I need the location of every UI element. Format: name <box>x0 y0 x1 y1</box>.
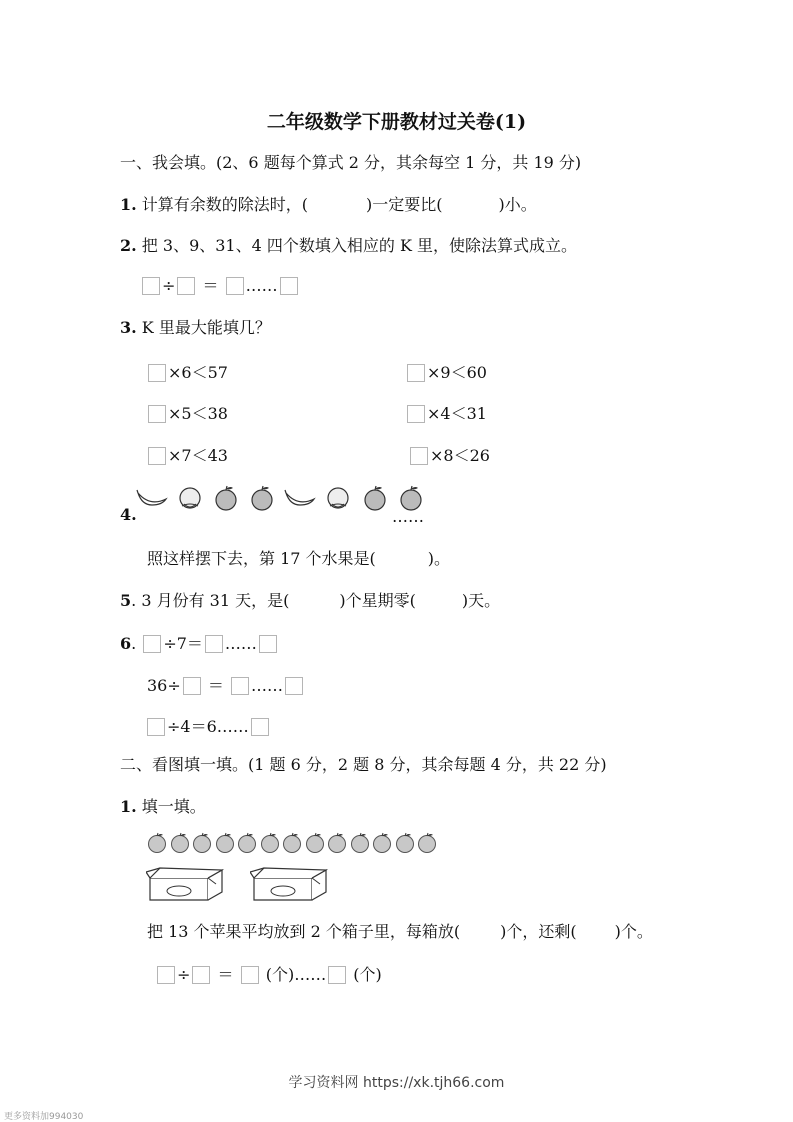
watermark: 更多资料加994030 <box>4 1112 84 1122</box>
unit-text: (个) <box>353 965 382 984</box>
q3-item <box>408 443 490 466</box>
equation-text: ÷4＝6…… <box>167 717 249 736</box>
question-text: )一定要比( <box>366 195 443 214</box>
question-text: 计算有余数的除法时，( <box>141 195 309 214</box>
answer-box[interactable] <box>407 405 425 423</box>
answer-box[interactable] <box>205 635 223 653</box>
question-2 <box>120 233 577 256</box>
apple-icon <box>169 832 191 854</box>
section2-heading: 二、看图填一填。(1 题 6 分，2 题 8 分，其余每题 4 分，共 22 分) <box>120 755 607 774</box>
inequality: ×5＜38 <box>168 404 228 423</box>
question-text: )个，还剩( <box>500 922 577 941</box>
apple-icon <box>212 484 240 512</box>
answer-box[interactable] <box>410 447 428 465</box>
answer-box[interactable] <box>259 635 277 653</box>
question-text: 把 13 个苹果平均放到 2 个箱子里，每箱放( <box>147 922 461 941</box>
question-text: )。 <box>427 549 451 568</box>
question-text: K 里最大能填几？ <box>141 318 271 337</box>
unit-text: (个)…… <box>265 965 327 984</box>
answer-box[interactable] <box>226 277 244 295</box>
inequality: ×4＜31 <box>427 404 487 423</box>
apple-icon <box>326 832 348 854</box>
apple-icon <box>361 484 389 512</box>
footer-source: 学习资料网 https://xk.tjh66.com <box>288 1075 505 1091</box>
divide-sign: ÷ <box>177 965 191 984</box>
q2-equation <box>140 273 300 296</box>
page-title: 二年级数学下册教材过关卷(1) <box>266 111 527 133</box>
answer-box[interactable] <box>241 966 259 984</box>
apple-icon <box>259 832 281 854</box>
question-number: 6 <box>120 634 132 653</box>
remainder-dots: …… <box>245 276 278 295</box>
apple-icon <box>214 832 236 854</box>
orange-icon <box>324 484 352 512</box>
question-5 <box>120 588 500 611</box>
inequality: ×6＜57 <box>168 363 228 382</box>
banana-icon <box>136 485 168 511</box>
question-text: )天。 <box>461 591 501 610</box>
answer-box[interactable] <box>148 364 166 382</box>
apple-icon <box>371 832 393 854</box>
answer-box[interactable] <box>142 277 160 295</box>
question-3 <box>120 315 271 338</box>
apple-icon <box>416 832 438 854</box>
question-6-line2 <box>147 673 305 696</box>
question-4-text <box>147 546 450 569</box>
answer-box[interactable] <box>157 966 175 984</box>
banana-icon <box>284 485 316 511</box>
apple-row <box>146 832 439 856</box>
answer-box[interactable] <box>183 677 201 695</box>
q3-item <box>405 401 487 424</box>
answer-box[interactable] <box>192 966 210 984</box>
answer-box[interactable] <box>148 447 166 465</box>
apple-icon <box>304 832 326 854</box>
apple-icon <box>248 484 276 512</box>
answer-box[interactable] <box>251 718 269 736</box>
number-dot: . <box>131 634 137 653</box>
question-text: 把 3、9、31、4 四个数填入相应的 K 里，使除法算式成立。 <box>141 236 577 255</box>
question-text: )个星期零( <box>339 591 416 610</box>
question-number: 1. <box>120 797 137 816</box>
answer-box[interactable] <box>285 677 303 695</box>
inequality: ×7＜43 <box>168 446 228 465</box>
question-text: 照这样摆下去，第 17 个水果是( <box>147 549 376 568</box>
section2-question-1-text <box>147 919 653 942</box>
apple-icon <box>146 832 168 854</box>
box-row <box>146 866 354 904</box>
question-number: 4. <box>120 505 137 524</box>
apple-icon <box>236 832 258 854</box>
question-6-line1 <box>120 631 279 654</box>
answer-box[interactable] <box>147 718 165 736</box>
apple-icon <box>349 832 371 854</box>
question-4-number <box>120 505 137 524</box>
inequality: ×8＜26 <box>430 446 490 465</box>
answer-box[interactable] <box>328 966 346 984</box>
question-text: )个。 <box>614 922 653 941</box>
question-text: . 3 月份有 31 天，是( <box>131 591 290 610</box>
orange-icon <box>176 484 204 512</box>
inequality: ×9＜60 <box>427 363 487 382</box>
equation-text: ÷7＝ <box>163 634 203 653</box>
section2-q1-equation <box>155 962 382 985</box>
answer-box[interactable] <box>231 677 249 695</box>
q3-item <box>146 443 228 466</box>
question-number: 5 <box>120 591 132 610</box>
answer-box[interactable] <box>280 277 298 295</box>
question-6-line3 <box>145 714 271 737</box>
answer-box[interactable] <box>407 364 425 382</box>
q3-item <box>405 360 487 383</box>
question-text: )小。 <box>498 195 537 214</box>
equation-text: 36÷ <box>147 676 181 695</box>
question-number: 1. <box>120 195 137 214</box>
q3-item <box>146 401 228 424</box>
section2-question-1 <box>120 794 206 817</box>
apple-icon <box>394 832 416 854</box>
equals-sign: ＝ <box>217 965 234 984</box>
box-icon <box>250 866 330 902</box>
box-icon <box>146 866 226 902</box>
remainder-dots: …… <box>250 676 283 695</box>
fruit-sequence <box>136 484 428 518</box>
question-number: 2. <box>120 236 137 255</box>
equals-sign: ＝ <box>207 676 224 695</box>
equals-sign: ＝ <box>202 276 219 295</box>
answer-box[interactable] <box>148 405 166 423</box>
question-text: 填一填。 <box>141 797 206 816</box>
q3-item <box>146 360 228 383</box>
section1-heading: 一、我会填。(2、6 题每个算式 2 分，其余每空 1 分，共 19 分) <box>120 153 582 172</box>
answer-box[interactable] <box>177 277 195 295</box>
divide-sign: ÷ <box>162 276 176 295</box>
remainder-dots: …… <box>224 634 257 653</box>
apple-icon <box>191 832 213 854</box>
question-number: 3. <box>120 318 137 337</box>
question-1 <box>120 192 537 215</box>
apple-icon <box>281 832 303 854</box>
answer-box[interactable] <box>143 635 161 653</box>
fruit-dots: …… <box>392 507 424 526</box>
